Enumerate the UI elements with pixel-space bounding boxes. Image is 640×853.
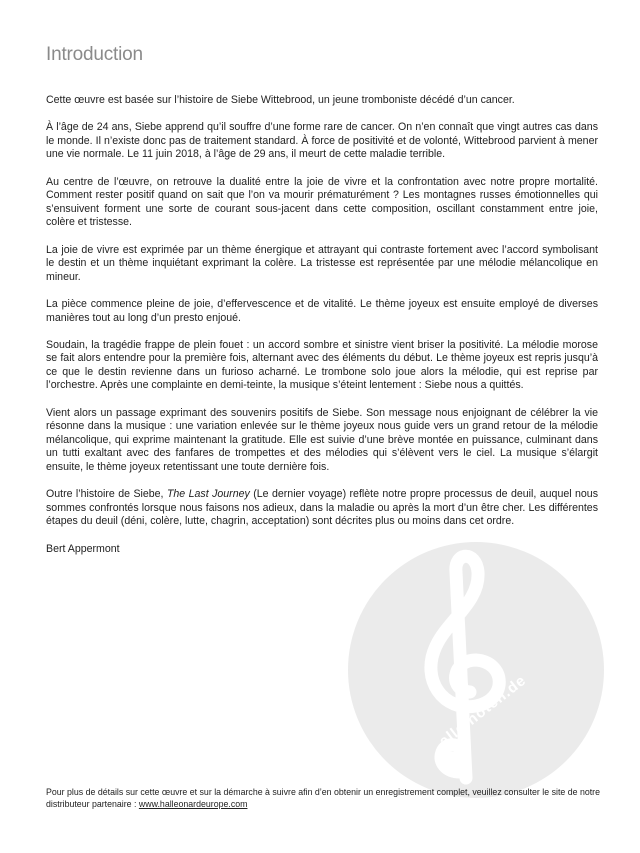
paragraph: À l’âge de 24 ans, Siebe apprend qu’il souffre d’une forme rare de cancer. On n’en connaît que vingt autres cas dans le monde. Il n’existe donc pas de traitement standard. À force de positivité et de volonté, Wittebrood parvient à mener une vie normale. Le 11 juin 2018, à l’âge de 29 ans, il meurt de cette maladie terrible.: [46, 121, 598, 161]
signature: Bert Appermont: [46, 542, 120, 555]
footer-note: [46, 786, 602, 810]
paragraph-last-before: Outre l’histoire de Siebe,: [46, 488, 167, 501]
distributor-link[interactable]: www.halleonardeurope.com: [138, 799, 248, 809]
paragraph: La joie de vivre est exprimée par un thème énergique et attrayant qui contraste fortement avec l’accord symbolisant le destin et un thème inquiétant exprimant la colère. La tristesse est représentée par une mélodie mélancolique en mineur.: [46, 243, 598, 283]
paragraph-last-after: (Le dernier voyage) reflète notre propre processus de deuil, auquel nous sommes confrontés lorsque nous faisons nos adieux, dans la maladie ou après la mort d’un être cher. Les différentes étapes du deuil (déni, colère, lutte, chagrin, acceptation) sont décrites plus ou moins dans cet ordre.: [46, 488, 598, 528]
work-title: The Last Journey: [166, 488, 250, 501]
paragraph: Soudain, la tragédie frappe de plein fouet : un accord sombre et sinistre vient briser la positivité. La mélodie morose se fait alors entendre pour la première fois, alternant avec des éléments du début. Le thème joyeux est repris jusqu’à ce que le destin revienne dans un furioso acharné. Le trombone solo joue alors la mélodie, qui est reprise par l’orchestre. Après une complainte en demi-teinte, la musique s’éteint lentement : Siebe nous a quittés.: [46, 338, 598, 392]
paragraph: La pièce commence pleine de joie, d’effervescence et de vitalité. Le thème joyeux est ensuite employé de diverses manières tout au long d’un presto enjoué.: [46, 297, 598, 324]
paragraph: Cette œuvre est basée sur l’histoire de Siebe Wittebrood, un jeune tromboniste décédé d’un cancer.: [46, 94, 515, 106]
page-title: Introduction: [46, 44, 143, 65]
paragraph-last: [46, 488, 598, 529]
watermark-text: alle-noten.de: [435, 671, 530, 751]
footer-text: Pour plus de détails sur cette œuvre et sur la démarche à suivre afin d’en obtenir un enregistrement complet, veuillez consulter le site de notre distributeur partenaire :: [46, 787, 600, 809]
body-text: [46, 94, 598, 570]
paragraph: Au centre de l’œuvre, on retrouve la dualité entre la joie de vivre et la confrontation avec notre propre mortalité. Comment rester positif quand on sait que l’on va mourir prématurément ? Les montagnes russes émotionnelles qui s’ensuivent forment une sorte de courant sous-jacent dans cette composition, oscillant constamment entre joie, colère et tristesse.: [46, 175, 598, 229]
paragraph: Vient alors un passage exprimant des souvenirs positifs de Siebe. Son message nous enjoignant de célébrer la vie résonne dans la musique : une variation enlevée sur le thème joyeux nous guide vers un grand retour de la mélodie mélancolique, qui exprime maintenant la gratitude. Elle est suivie d’une brève montée en puissance, culminant dans un tutti exaltant avec des fanfares de trompettes et des mélodies qui s’élèvent vers le ciel. La musique s’élargit ensuite, le thème joyeux retentissant une toute dernière fois.: [46, 406, 598, 474]
watermark-treble-clef-icon: [348, 542, 604, 798]
